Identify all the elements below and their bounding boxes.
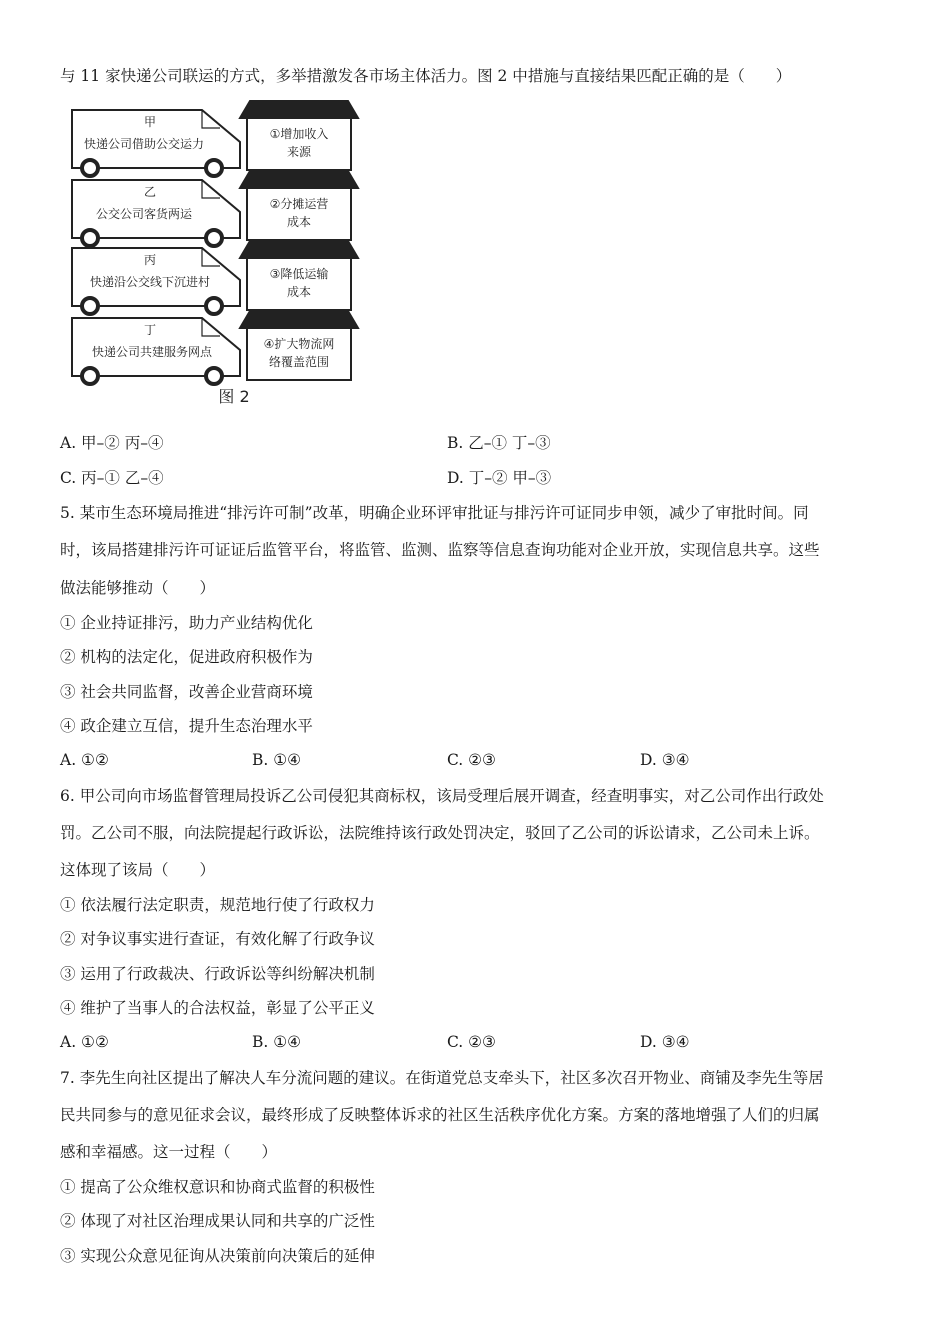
house-line1-3: ③降低运输 bbox=[269, 267, 329, 281]
intro-line: 与 11 家快递公司联运的方式，多举措激发各市场主体活力。图 2 中措施与直接结果匹配正确的是（ ） bbox=[60, 67, 792, 85]
q6-item-4: ④ 维护了当事人的合法权益，彰显了公平正义 bbox=[60, 999, 375, 1017]
figure-2 bbox=[62, 98, 362, 410]
q5-item-2: ② 机构的法定化，促进政府积极作为 bbox=[60, 648, 313, 666]
q4-option-a: A. 甲–② 丙–④ bbox=[60, 434, 164, 452]
q6-item-1: ① 依法履行法定职责，规范地行使了行政权力 bbox=[60, 896, 375, 914]
van-text-2: 公交公司客货两运 bbox=[95, 207, 193, 221]
q6-stem-3: 这体现了该局（ ） bbox=[60, 861, 216, 879]
q5-stem-1: 5. 某市生态环境局推进“排污许可制”改革，明确企业环评审批证与排污许可证同步申领，减少了审批时间。同 bbox=[60, 504, 809, 522]
q7-stem-2: 民共同参与的意见征求会议，最终形成了反映整体诉求的社区生活秩序优化方案。方案的落地增强了人们的归属 bbox=[60, 1106, 820, 1124]
q7-item-3: ③ 实现公众意见征询从决策前向决策后的延伸 bbox=[60, 1247, 375, 1265]
q5-item-1: ① 企业持证排污，助力产业结构优化 bbox=[60, 614, 313, 632]
van-tag-4: 丁 bbox=[143, 323, 157, 337]
q6-stem-2: 罚。乙公司不服，向法院提起行政诉讼，法院维持该行政处罚决定，驳回了乙公司的诉讼请求，乙公司未上诉。 bbox=[60, 824, 820, 842]
q4-option-b: B. 乙–① 丁–③ bbox=[447, 434, 551, 452]
van-text-3: 快递沿公交线下沉进村 bbox=[89, 275, 211, 289]
house-line2-3: 成本 bbox=[286, 285, 312, 299]
q6-item-3: ③ 运用了行政裁决、行政诉讼等纠纷解决机制 bbox=[60, 965, 375, 983]
house-line2-1: 来源 bbox=[286, 145, 312, 159]
house-line2-4: 络覆盖范围 bbox=[268, 355, 330, 369]
q5-option-a: A. ①② bbox=[60, 751, 109, 769]
van-text-4: 快递公司共建服务网点 bbox=[91, 345, 213, 359]
van-tag-2: 乙 bbox=[143, 185, 157, 199]
q6-option-c: C. ②③ bbox=[447, 1033, 496, 1051]
house-line1-1: ①增加收入 bbox=[269, 127, 329, 141]
q5-item-4: ④ 政企建立互信，提升生态治理水平 bbox=[60, 717, 313, 735]
q5-option-d: D. ③④ bbox=[640, 751, 690, 769]
q5-stem-3: 做法能够推动（ ） bbox=[60, 579, 216, 597]
q7-item-2: ② 体现了对社区治理成果认同和共享的广泛性 bbox=[60, 1212, 375, 1230]
q5-option-c: C. ②③ bbox=[447, 751, 496, 769]
q7-stem-1: 7. 李先生向社区提出了解决人车分流问题的建议。在街道党总支牵头下，社区多次召开物业、商铺及李先生等居 bbox=[60, 1069, 824, 1087]
q7-stem-3: 感和幸福感。这一过程（ ） bbox=[60, 1143, 278, 1161]
figure-caption: 图 2 bbox=[218, 387, 250, 406]
q5-option-b: B. ①④ bbox=[252, 751, 302, 769]
q6-option-b: B. ①④ bbox=[252, 1033, 302, 1051]
q5-item-3: ③ 社会共同监督，改善企业营商环境 bbox=[60, 683, 313, 701]
q4-option-d: D. 丁–② 甲–③ bbox=[447, 469, 552, 487]
house-line1-2: ②分摊运营 bbox=[269, 197, 329, 211]
q6-option-a: A. ①② bbox=[60, 1033, 109, 1051]
q4-option-c: C. 丙–① 乙–④ bbox=[60, 469, 164, 487]
van-tag-3: 丙 bbox=[143, 253, 157, 267]
house-line1-4: ④扩大物流网 bbox=[263, 337, 335, 351]
q6-stem-1: 6. 甲公司向市场监督管理局投诉乙公司侵犯其商标权，该局受理后展开调查，经查明事实，对乙公司作出行政处 bbox=[60, 787, 824, 805]
q6-option-d: D. ③④ bbox=[640, 1033, 690, 1051]
house-line2-2: 成本 bbox=[286, 215, 312, 229]
q6-item-2: ② 对争议事实进行查证，有效化解了行政争议 bbox=[60, 930, 375, 948]
van-text-1: 快递公司借助公交运力 bbox=[83, 137, 205, 151]
q7-item-1: ① 提高了公众维权意识和协商式监督的积极性 bbox=[60, 1178, 375, 1196]
q5-stem-2: 时，该局搭建排污许可证证后监管平台，将监管、监测、监察等信息查询功能对企业开放，实现信息共享。这些 bbox=[60, 541, 820, 559]
van-tag-1: 甲 bbox=[143, 115, 157, 129]
